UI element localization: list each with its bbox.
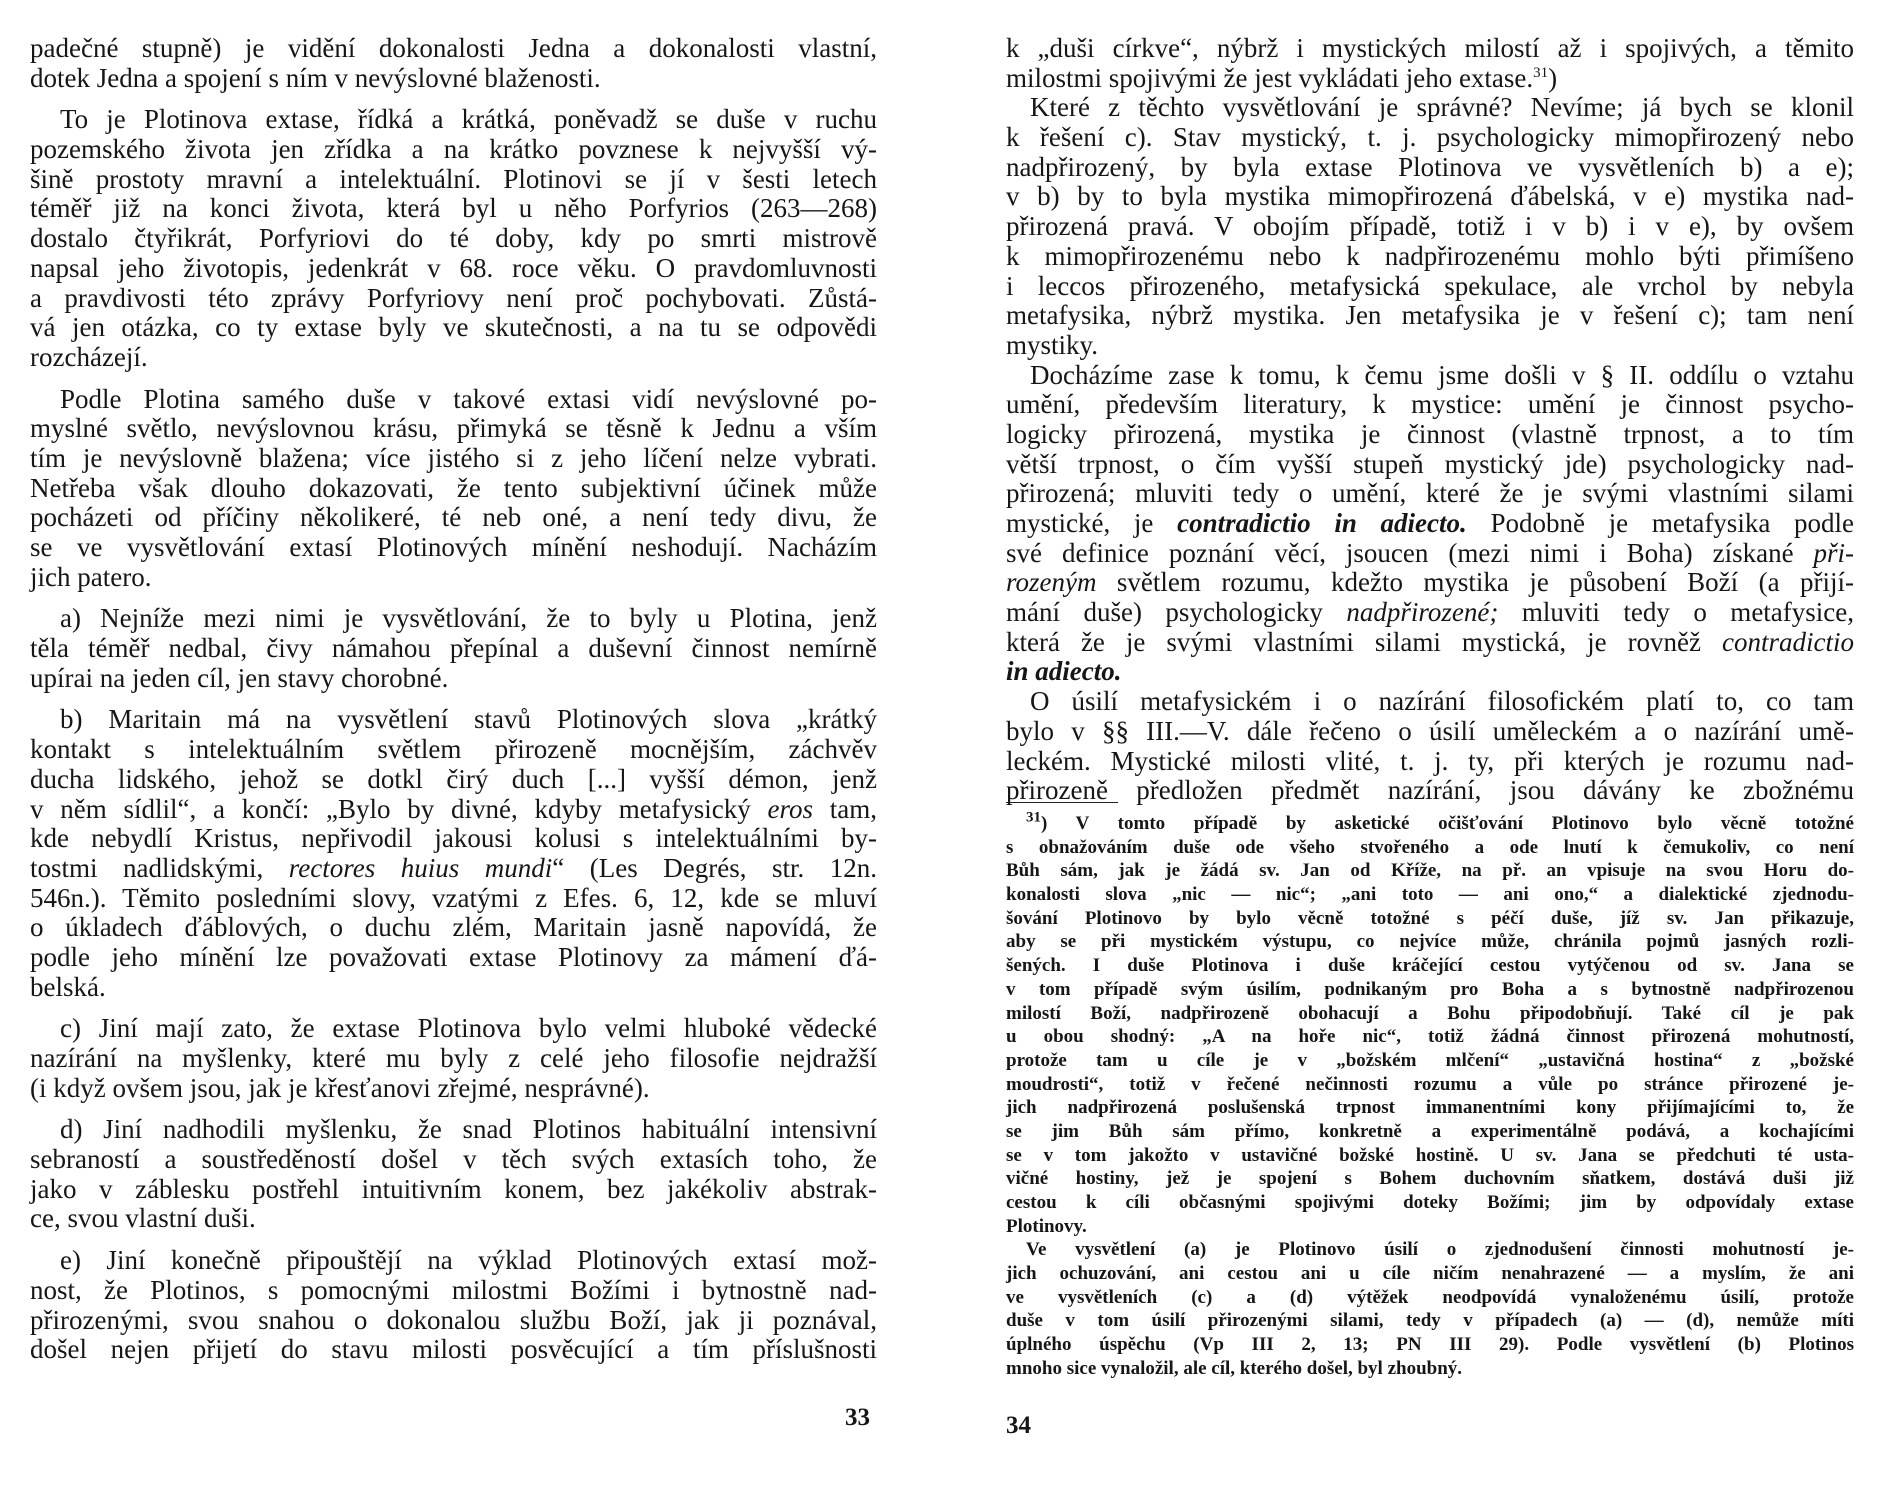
text-line: k mimopřirozenému nebo k nadpřirozenému mohlo býti přimíšeno [1006, 240, 1854, 271]
text-line: e) Jiní konečně připouštějí na výklad Plotinových extasí mož- [60, 1245, 877, 1276]
text-line [1006, 657, 1854, 687]
text-line: metafysika, nýbrž mystika. Jen metafysika je v řešení c); tam není [1006, 300, 1854, 331]
emphasized-text: in adiecto. [1006, 656, 1122, 687]
text-line: konalosti slova „nic — nic“; „ani toto — ani ono,“ a dialektické zjednodu- [1006, 884, 1854, 906]
text-line [1006, 598, 1854, 628]
text-line: dotek Jedna a spojení s ním v nevýslovné blaženosti. [30, 62, 601, 93]
text-line: pozemského života jen zřídka a na krátko povznese k nejvyšší vý- [30, 134, 877, 165]
paragraph [1006, 34, 1854, 93]
text-line: leckém. Mystické milosti vlité, t. j. ty, při kterých je rozumu nad- [1006, 745, 1854, 776]
text-line: k „duši církve“, nýbrž i mystických milostí až i spojivých, a těmito [1006, 33, 1854, 63]
paragraph [30, 385, 877, 593]
text-line: přirozená; mluviti tedy o umění, které že je svými vlastními silami [1006, 478, 1854, 509]
paragraph [1006, 809, 1854, 1238]
text-line: o úkladech ďáblových, o duchu zlém, Maritain jasně napovídá, že [30, 912, 877, 943]
text-segment: mluviti tedy o metafysice, [1498, 597, 1855, 628]
text-line: To je Plotinova extase, řídká a krátká, poněvadž se duše v ruchu [60, 104, 877, 135]
text-line [1006, 809, 1854, 836]
text-line: Netřeba však dlouho dokazovati, že tento subjektivní účinek může [30, 472, 877, 503]
text-line: jich ochuzování, ani cestou ani u cíle ničím nenahrazené — a myslím, že ani [1006, 1263, 1854, 1285]
emphasized-text: rozeným [1006, 567, 1097, 598]
text-line: O úsilí metafysickém i o nazírání filosofickém platí to, co tam [1030, 686, 1854, 717]
text-line: dostalo čtyřikrát, Porfyriovi do té doby, kdy po smrti mistrově [30, 223, 877, 254]
text-line: umění, především literatury, k mystice: umění je činnost psycho- [1006, 389, 1854, 420]
paragraph [30, 1246, 877, 1365]
text-line: v b) by to byla mystika mimopřirozená ďábelská, v e) mystika nad- [1006, 181, 1854, 212]
text-line: belská. [30, 971, 106, 1002]
text-line: nazírání na myšlenky, které mu byly z celé jeho filosofie nejdražší [30, 1043, 877, 1073]
text-line: přirozenými, svou snahou o dokonalou službu Boží, jak ji poznával, [30, 1304, 877, 1335]
text-line: duše v tom úsilí přirozenými silami, tedy v případech (a) — (d), nemůže míti [1006, 1310, 1854, 1332]
text-line: (i když ovšem jsou, jak je křesťanovi zřejmé, nesprávné). [30, 1072, 650, 1103]
paragraph [30, 105, 877, 372]
text-line: logicky přirozená, mystika je činnost (vlastně trpnost, a to tím [1006, 418, 1854, 449]
paragraph [1006, 93, 1854, 360]
text-line: moudrosti“, totiž v řečené nečinnosti rozumu a vůle po stránce přirozené je- [1006, 1073, 1854, 1095]
text-line: rozcházejí. [30, 341, 148, 372]
footnote-marker: 31 [1026, 809, 1041, 826]
text-line: u obou shodný: „A na hoře nic“, totiž žádná činnost přirozená mohutností, [1006, 1026, 1854, 1048]
text-line: se v tom jakožto v ustavičné božské hostině. U sv. Jana se předchuti té usta- [1006, 1144, 1854, 1166]
text-segment: v něm sídlil“, a končí: „Bylo by divné, kdyby metafysický [30, 793, 768, 824]
text-line: nadpřirozený, by byla extase Plotinova ve vysvětleních b) a e); [1006, 151, 1854, 182]
text-line: Docházíme zase k tomu, k čemu jsme došli v § II. oddílu o vztahu [1030, 359, 1854, 390]
text-segment: své definice poznání věcí, jsoucen (mezi nimi i Boha) získané [1006, 537, 1814, 568]
text-line: téměř již na konci života, která byl u něho Porfyrios (263—268) [30, 193, 877, 224]
text-segment: která že je svými vlastními silami mystická, je rovněž [1006, 626, 1723, 657]
text-line: těla téměř nedbal, čivy námahou přepínal a duševní činnost nemírně [30, 633, 877, 664]
page-number-right: 34 [1006, 1412, 1031, 1439]
text-segment: mystické, je [1006, 508, 1178, 538]
text-line: Které z těchto vysvětlování je správné? Nevíme; já bych se klonil [1030, 92, 1854, 123]
text-line: nost, že Plotinos, s pomocnými milostmi Božími i bytnostně nad- [30, 1274, 877, 1305]
paragraph [1006, 361, 1854, 688]
text-line: v tom případě svým úsilím, podnikaným pro Boha a s bytnostně nadpřirozenou [1006, 978, 1854, 1000]
text-line [30, 854, 877, 884]
text-line: a pravdivosti této zprávy Porfyriovy není proč pochybovati. Zůstá- [30, 282, 877, 313]
paragraph [1006, 1238, 1854, 1380]
footnote-rule [1006, 802, 1118, 803]
text-line: se ve vysvětlování extasí Plotinových mínění neshodují. Nacházím [30, 532, 877, 562]
text-line: s obnažováním duše ode všeho stvořeného a ode lnutí k čemukoliv, co není [1006, 836, 1854, 858]
text-line: cestou k cíli občasnými spojivými doteky Božími; jim by odpovídaly extase [1006, 1192, 1854, 1213]
text-line: bylo v §§ III.—V. dále řečeno o úsilí uměleckém a o nazírání umě- [1006, 715, 1854, 746]
page-number-left: 33 [845, 1404, 870, 1431]
text-line: mnoho sice vynaložil, ale cíl, kterého došel, byl zhoubný. [1006, 1357, 1463, 1379]
text-segment: “ (Les Degrés, str. 12n. [552, 852, 877, 883]
text-line: pocházeti od příčiny několikeré, té neb oné, a není tedy divu, že [30, 502, 877, 533]
text-line: šině prostoty mravní a intelektuální. Plotinovi se jí v šesti letech [30, 163, 877, 194]
text-line: Plotinovy. [1006, 1215, 1087, 1237]
text-line: kde nebydlí Kristus, nepřivodil jakousi kolusi s intelektuálními by- [30, 823, 877, 854]
text-line: došel nejen přijetí do stavu milosti posvěcující a tím příslušnosti [30, 1334, 877, 1365]
text-segment: tostmi nadlidskými, [30, 852, 289, 883]
text-line: Podle Plotina samého duše v takové extasi vidí nevýslovné po- [60, 383, 877, 414]
text-line [1006, 628, 1854, 658]
text-line: padečné stupně) je vidění dokonalosti Jedna a dokonalosti vlastní, [30, 33, 877, 63]
text-line [1006, 568, 1854, 598]
text-line: ve vysvětleních (c) a (d) výtěžek neodpovídá vynaloženému úsilí, protože [1006, 1286, 1854, 1308]
emphasized-text: při- [1813, 537, 1854, 568]
text-line: vá jen otázka, co ty extase byly ve skutečnosti, a na tu se odpovědi [30, 312, 877, 343]
text-line: přirozená pravá. V obojím případě, totiž i v b) i v e), by ovšem [1006, 211, 1854, 242]
text-segment: tam, [813, 793, 877, 824]
text-line: Ve vysvětlení (a) je Plotinovo úsilí o zjednodušení činnosti mohutností je- [1026, 1239, 1854, 1261]
paragraph [1006, 687, 1854, 806]
text-line: aby se při mystickém výstupu, co nejvíce může, chránila pojmů jasných rozli- [1006, 931, 1854, 953]
text-line: jich nadpřirozená poslušenská trpnost immanentními kony přijímajícími to, že [1006, 1097, 1854, 1119]
text-line: protože tam u cíle je v „božském mlčení“ „ustavičná hostina“ z „božské [1006, 1049, 1854, 1071]
text-line: upírai na jeden cíl, jen stavy chorobné. [30, 662, 449, 693]
emphasized-text: contradictio [1722, 626, 1854, 657]
text-line: i leccos přirozeného, metafysická spekulace, ale vrchol by nebyla [1006, 270, 1854, 301]
text-line [1006, 509, 1854, 539]
text-line [1006, 539, 1854, 569]
text-line: a) Nejníže mezi nimi je vysvětlování, že to byly u Plotina, jenž [60, 603, 877, 634]
paragraph [30, 604, 877, 693]
text-line: se jim Bůh sám přímo, konkretně a experimentálně podává, a kochajícími [1006, 1120, 1854, 1142]
footnote-marker: 31 [1533, 64, 1549, 81]
emphasized-text: rectores huius mundi [288, 852, 553, 883]
text-segment: světlem rozumu, kdežto mystika je působení Boží (a přijí- [1096, 567, 1854, 598]
paragraph [30, 705, 877, 1002]
footnote [1006, 809, 1854, 1381]
text-line: tím je nevýslovně blažena; více jistého si z jeho líčení nelze vybrati. [30, 442, 877, 473]
text-line: ducha lidského, jehož se dotkl čirý duch [...] vyšší démon, jenž [30, 763, 877, 794]
text-line: milostí Boží, nadpřirozeně obohacují a Bohu připodobňují. Také cíl je pak [1006, 1002, 1854, 1024]
emphasized-text: eros [767, 793, 813, 824]
text-line: c) Jiní mají zato, že extase Plotinova bylo velmi hluboké vědecké [60, 1013, 877, 1044]
text-line: d) Jiní nadhodili myšlenku, že snad Plotinos habituální intensivní [60, 1114, 877, 1145]
text-line: napsal jeho životopis, jedenkrát v 68. roce věku. O pravdomluvnosti [30, 252, 877, 283]
text-line: k řešení c). Stav mystický, t. j. psychologicky mimopřirozený nebo [1006, 122, 1854, 153]
text-line: sebraností a soustředěností došel v těch svých extasích toho, že [30, 1144, 877, 1175]
text-line: jich patero. [30, 561, 152, 592]
text-line: 546n.). Těmito posledními slovy, vzatými z Efes. 6, 12, kde se mluví [30, 882, 877, 913]
paragraph [30, 1115, 877, 1234]
text-line: b) Maritain má na vysvětlení stavů Plotinových slova „krátký [60, 704, 877, 735]
text-line: mystiky. [1006, 329, 1099, 360]
text-line: kontakt s intelektuálním světlem přirozeně mocnějším, záchvěv [30, 734, 877, 765]
text-line [1006, 64, 1854, 94]
emphasized-text: nadpřirozené; [1346, 597, 1499, 628]
text-line: jako v záblesku postřehl intuitivním konem, bez jakékoliv abstrak- [30, 1173, 877, 1204]
text-segment: milostmi spojivými že jest vykládati jeho extase. [1006, 62, 1534, 93]
right-page-body [1006, 34, 1854, 806]
text-line: šování Plotinovo by bylo věcně totožné s péčí duše, jíž sv. Jan přikazuje, [1006, 907, 1854, 929]
text-line [30, 795, 877, 825]
text-segment: Podobně je metafysika podle [1466, 508, 1854, 538]
text-segment: mání duše) psychologicky [1006, 597, 1347, 628]
text-line: podle jeho mínění lze považovati extase Plotinovy za mámení ďá- [30, 941, 877, 972]
text-line: přirozeně předložen předmět nazírání, jsou dávány ke zbožnému [1006, 775, 1854, 806]
paragraph [30, 34, 877, 93]
emphasized-text: contradictio in adiecto. [1177, 508, 1467, 538]
text-line: ce, svou vlastní duši. [30, 1203, 256, 1234]
text-line: šených. I duše Plotinova i duše kráčející cestou vytýčenou od sv. Jana se [1006, 955, 1854, 977]
text-segment: ) V tomto případě by asketické očišťování Plotinovo bylo věcně totožné [1041, 813, 1854, 834]
paragraph [30, 1014, 877, 1103]
text-line: Bůh sám, jak je žádá sv. Jan od Kříže, na př. an vpisuje na svou Horu do- [1006, 860, 1854, 882]
text-line: myslné světlo, nevýslovnou krásu, přimyká se těsně k Jednu a vším [30, 413, 877, 444]
text-segment: ) [1548, 62, 1558, 93]
text-line: úplného úspěchu (Vp III 2, 13; PN III 29). Podle vysvětlení (b) Plotinos [1006, 1334, 1854, 1356]
left-page-body [30, 34, 877, 1365]
text-line: vičné hostiny, jež je spojení s Bohem duchovním sňatkem, dostává duši již [1006, 1168, 1854, 1190]
text-line: větší trpnost, o čím vyšší stupeň mystický jde) psychologicky nad- [1006, 448, 1854, 479]
